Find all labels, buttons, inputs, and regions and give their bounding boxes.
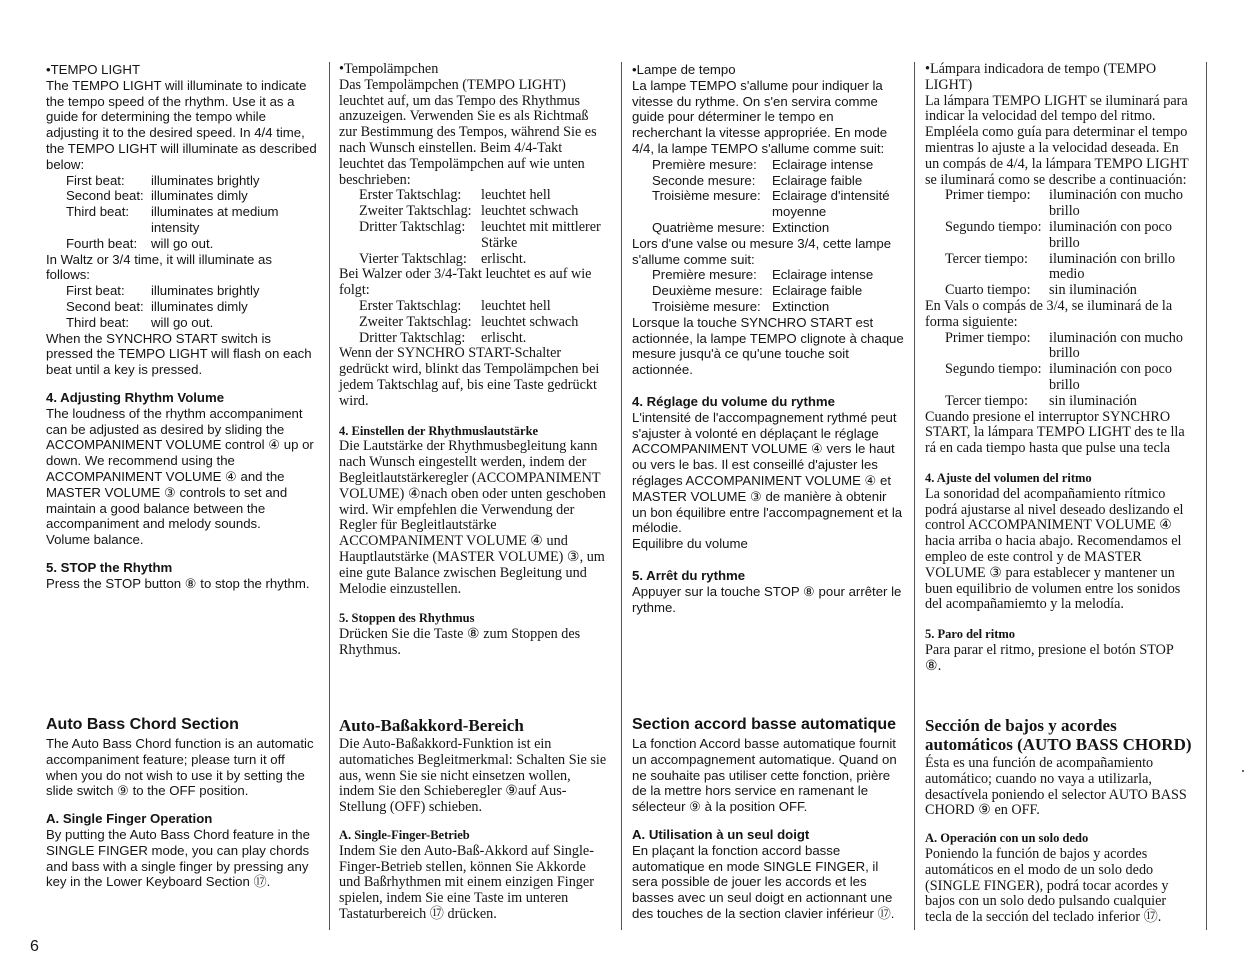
list-item: Zweiter Taktschlag: leuchtet schwach xyxy=(359,203,579,220)
german-abc-section xyxy=(339,716,607,923)
tempo-heading: •Tempolämpchen xyxy=(339,61,439,77)
list-item: First beat: illuminates brightly xyxy=(66,283,260,299)
list-item: Third beat: illuminates at medium intensity xyxy=(66,204,279,235)
stop-heading: 5. Arrêt du rythme xyxy=(632,567,746,583)
french-abc-section xyxy=(632,716,904,922)
single-finger-text: By putting the Auto Bass Chord feature in the SINGLE FINGER mode, you can play chords and bass with a single finger by pressing any key in the Lower Keyboard Section ⑰. xyxy=(46,826,310,890)
beat-list-4-4 xyxy=(925,188,1193,299)
synchro-text: Cuando presione el interruptor SYNCHRO START, la lámpara TEMPO LIGHT des te lla rá en cada tiempo hasta que pulse una tecla xyxy=(925,408,1185,457)
volume-text: Die Lautstärke der Rhythmusbegleitung kann nach Wunsch eingestellt werden, indem der Begleitlautstärkeregler (ACCOMPANIMENT VOLUME) ④nach oben oder unten geschoben wird. Wir empfehlen die Verwendung der Regler für Begleitlautstärke ACCOMPANIMENT VOLUME ④ und Hauptlautstärke (MASTER VOLUME) ③, um eine gute Balance zwischen Begleitung und Melodie einzustellen. xyxy=(339,438,606,597)
tempo-intro: The TEMPO LIGHT will illuminate to indicate the tempo speed of the rhythm. Use it as a guide for determining the tempo while adjusting it to the desired speed. In 4/4 time, the TEMPO LIGHT will illuminate as described below: xyxy=(46,77,317,172)
stop-heading: 5. STOP the Rhythm xyxy=(46,559,173,575)
volume-heading: 4. Adjusting Rhythm Volume xyxy=(46,389,225,405)
waltz-intro: Bei Walzer oder 3/4-Takt leuchtet es auf wie folgt: xyxy=(339,266,592,299)
volume-text: The loudness of the rhythm accompaniment can be adjusted as desired by sliding the ACCOMPANIMENT VOLUME control ④ up or down. We recommend using the ACCOMPANIMENT VOLUME ④ and the MASTER VOLUME ③ controls to set and maintain a good balance between the accompaniment and melody sounds. xyxy=(46,405,314,532)
spanish-abc-section xyxy=(925,716,1193,926)
section-title: Sección de bajos y acordes automáticos (AUTO BASS CHORD) xyxy=(925,716,1192,754)
single-finger-heading: A. Operación con un solo dedo xyxy=(925,831,1089,846)
synchro-text: Wenn der SYNCHRO START-Schalter gedrückt wird, blinkt das Tempolämpchen bei jedem Taktschlag auf, bis eine Taste gedrückt wird. xyxy=(339,345,600,409)
section-text: Die Auto-Baßakkord-Funktion ist ein automatiches Begleitmerkmal: Schalten Sie sie aus, wenn Sie sie nicht einsetzen wollen, indem Sie den Schieberegler ⑨auf Aus-Stellung (OFF) schieben. xyxy=(339,736,607,816)
stop-text: Press the STOP button ⑧ to stop the rhythm. xyxy=(46,575,310,591)
list-item: Third beat: will go out. xyxy=(66,314,214,330)
list-item: Segundo tiempo: iluminación con poco brillo xyxy=(945,361,1172,393)
volume-note: Equilibre du volume xyxy=(632,536,748,552)
page-number: 6 xyxy=(30,938,39,955)
list-item: Première mesure: Eclairage intense xyxy=(652,267,874,283)
list-item: Second beat: illuminates dimly xyxy=(66,298,248,314)
beat-list-4-4 xyxy=(339,188,607,267)
section-text: La fonction Accord basse automatique fournit un accompagnement automatique. Quand on ne souhaite pas utiliser cette fonction, prière de la mettre hors service en ramenant le sélecteur ⑨ à la position OFF. xyxy=(632,736,897,815)
section-title: Section accord basse automatique xyxy=(632,716,897,733)
list-item: Zweiter Taktschlag: leuchtet schwach xyxy=(359,313,579,330)
scan-speck xyxy=(1242,770,1244,772)
section-title: Auto Bass Chord Section xyxy=(46,716,239,733)
stop-text: Appuyer sur la touche STOP ⑧ pour arrêter le rythme. xyxy=(632,583,902,615)
waltz-intro: En Vals o compás de 3/4, se iluminará de la forma siguiente: xyxy=(925,297,1173,330)
waltz-intro: In Waltz or 3/4 time, it will illuminate as follows: xyxy=(46,251,272,283)
single-finger-text: Indem Sie den Auto-Baß-Akkord auf Single-Finger-Betrieb stellen, können Sie Akkorde und Baßrhythmen mit einem einzigen Finger spielen, indem Sie eine Taste im unteren Tastaturbereich ⑰ drücken. xyxy=(339,842,594,922)
list-item: Vierter Taktschlag: erlischt. xyxy=(359,250,527,267)
tempo-heading: •TEMPO LIGHT xyxy=(46,62,141,77)
list-item: Quatrième mesure: Extinction xyxy=(652,219,830,235)
column-divider xyxy=(621,62,622,930)
column-divider xyxy=(914,62,915,930)
beat-list-4-4 xyxy=(632,157,904,236)
section-text: Ésta es una función de acompañamiento automático; cuando no vaya a utilizarla, desactívela poniendo el selector AUTO BASS CHORD ⑨ en OFF. xyxy=(925,755,1187,819)
list-item: Première mesure: Eclairage intense xyxy=(652,156,874,172)
stop-heading: 5. Stoppen des Rhythmus xyxy=(339,611,475,626)
volume-heading: 4. Einstellen der Rhythmuslautstärke xyxy=(339,423,539,438)
tempo-intro: La lampe TEMPO s'allume pour indiquer la vitesse du rythme. On s'en servira comme guide pour déterminer le tempo en recherchant la vitesse appropriée. En mode 4/4, la lampe TEMPO s'allume comme suit: xyxy=(632,77,888,156)
english-abc-section xyxy=(46,716,318,890)
beat-list-3-4 xyxy=(632,267,904,314)
volume-note: Volume balance. xyxy=(46,532,144,548)
list-item: Second beat: illuminates dimly xyxy=(66,188,248,204)
beat-list-4-4 xyxy=(46,173,318,252)
column-divider xyxy=(1206,62,1207,930)
column-divider xyxy=(329,62,330,930)
stop-heading: 5. Paro del ritmo xyxy=(925,627,1016,642)
beat-list-3-4 xyxy=(339,299,607,346)
list-item: Segundo tiempo: iluminación con poco brillo xyxy=(945,218,1172,251)
list-item: Troisième mesure: Eclairage d'intensité moyenne xyxy=(652,188,890,220)
synchro-text: Lorsque la touche SYNCHRO START est actionnée, la lampe TEMPO clignote à chaque mesure jusqu'à ce qu'une touche soit actionnée. xyxy=(632,314,904,378)
list-item: Erster Taktschlag: leuchtet hell xyxy=(359,187,551,204)
list-item: Tercer tiempo: iluminación con brillo medio xyxy=(945,250,1176,283)
synchro-text: When the SYNCHRO START switch is pressed the TEMPO LIGHT will flash on each beat until a key is pressed. xyxy=(46,330,312,378)
waltz-intro: Lors d'une valse ou mesure 3/4, cette lampe s'allume comme suit: xyxy=(632,235,892,267)
list-item: Troisième mesure: Extinction xyxy=(652,298,830,314)
beat-list-3-4 xyxy=(925,331,1193,410)
tempo-intro: La lámpara TEMPO LIGHT se iluminará para indicar la velocidad del tempo del ritmo. Empléela como guía para determinar el tempo mientras lo ajuste a la velocidad deseada. En un compás de 4/4, la lámpara TEMPO LIGHT se iluminará como se describe a continuación: xyxy=(925,92,1189,188)
list-item: Seconde mesure: Eclairage faible xyxy=(652,172,863,188)
stop-text: Para parar el ritmo, presione el botón STOP ⑧. xyxy=(925,641,1174,674)
list-item: First beat: illuminates brightly xyxy=(66,172,260,188)
volume-heading: 4. Ajuste del volumen del ritmo xyxy=(925,470,1092,485)
list-item: Primer tiempo: iluminación con mucho brillo xyxy=(945,329,1183,362)
stop-text: Drücken Sie die Taste ⑧ zum Stoppen des Rhythmus. xyxy=(339,626,581,658)
beat-list-3-4 xyxy=(46,283,318,330)
tempo-heading: •Lampe de tempo xyxy=(632,62,736,77)
list-item: Primer tiempo: iluminación con mucho brillo xyxy=(945,187,1183,220)
single-finger-heading: A. Utilisation à un seul doigt xyxy=(632,826,810,842)
single-finger-heading: A. Single-Finger-Betrieb xyxy=(339,827,470,842)
single-finger-text: En plaçant la fonction accord basse automatique en mode SINGLE FINGER, il sera possible de jouer les accords et les basses avec un seul doigt en actionnant une des touches de la section clavier inférieur ⑰. xyxy=(632,842,895,921)
volume-text: L'intensité de l'accompagnement rythmé peut s'ajuster à volonté en déplaçant le réglage ACCOMPANIMENT VOLUME ④ vers le haut ou vers le bas. Il est conseillé d'ajuster les réglages ACCOMPANIMENT VOLUME ④ et MASTER VOLUME ③ de manière à obtenir un bon équilibre entre l'accompagnement et la mélodie. xyxy=(632,409,903,536)
single-finger-heading: A. Single Finger Operation xyxy=(46,811,213,827)
list-item: Fourth beat: will go out. xyxy=(66,235,214,251)
section-title: Auto-Baßakkord-Bereich xyxy=(339,716,524,735)
list-item: Tercer tiempo: sin iluminación xyxy=(945,392,1137,409)
tempo-intro: Das Tempolämpchen (TEMPO LIGHT) leuchtet auf, um das Tempo des Rhythmus anzuzeigen. Verwenden Sie es als Richtmaß zur Bestimmung des Tempos, während Sie es nach Wunsch einstellen. Beim 4/4-Takt leuchtet das Tempolämpchen auf wie unten beschrieben: xyxy=(339,76,597,188)
single-finger-text: Poniendo la función de bajos y acordes automáticos en el modo de un solo dedo (SINGLE FINGER), podrá tocar acordes y bajos con un solo dedo pulsando cualquier tecla de la sección del teclado inferior ⑰. xyxy=(925,845,1169,926)
tempo-heading: •Lámpara indicadora de tempo (TEMPO LIGHT) xyxy=(925,61,1157,93)
volume-heading: 4. Réglage du volume du rythme xyxy=(632,393,835,409)
list-item: Deuxième mesure: Eclairage faible xyxy=(652,283,863,299)
list-item: Dritter Taktschlag: leuchtet mit mittlerer Stärke xyxy=(359,218,601,251)
list-item: Erster Taktschlag: leuchtet hell xyxy=(359,297,551,314)
list-item: Dritter Taktschlag: erlischt. xyxy=(359,329,527,346)
section-text: The Auto Bass Chord function is an automatic accompaniment feature; please turn it off when you do not wish to use it by setting the slide switch ⑨ to the OFF position. xyxy=(46,736,314,799)
list-item: Cuarto tiempo: sin iluminación xyxy=(945,282,1137,299)
volume-text: La sonoridad del acompañamiento rítmico podrá ajustarse al nivel deseado deslizando el control ACCOMPANIMENT VOLUME ④ hacia arriba o hacia abajo. Recomendamos el empleo de este control y de MASTER VOLUME ③ para establecer y mantener un buen equilibrio de volumen entre los sonidos del acompañamiemto y la melodía. xyxy=(925,485,1184,613)
